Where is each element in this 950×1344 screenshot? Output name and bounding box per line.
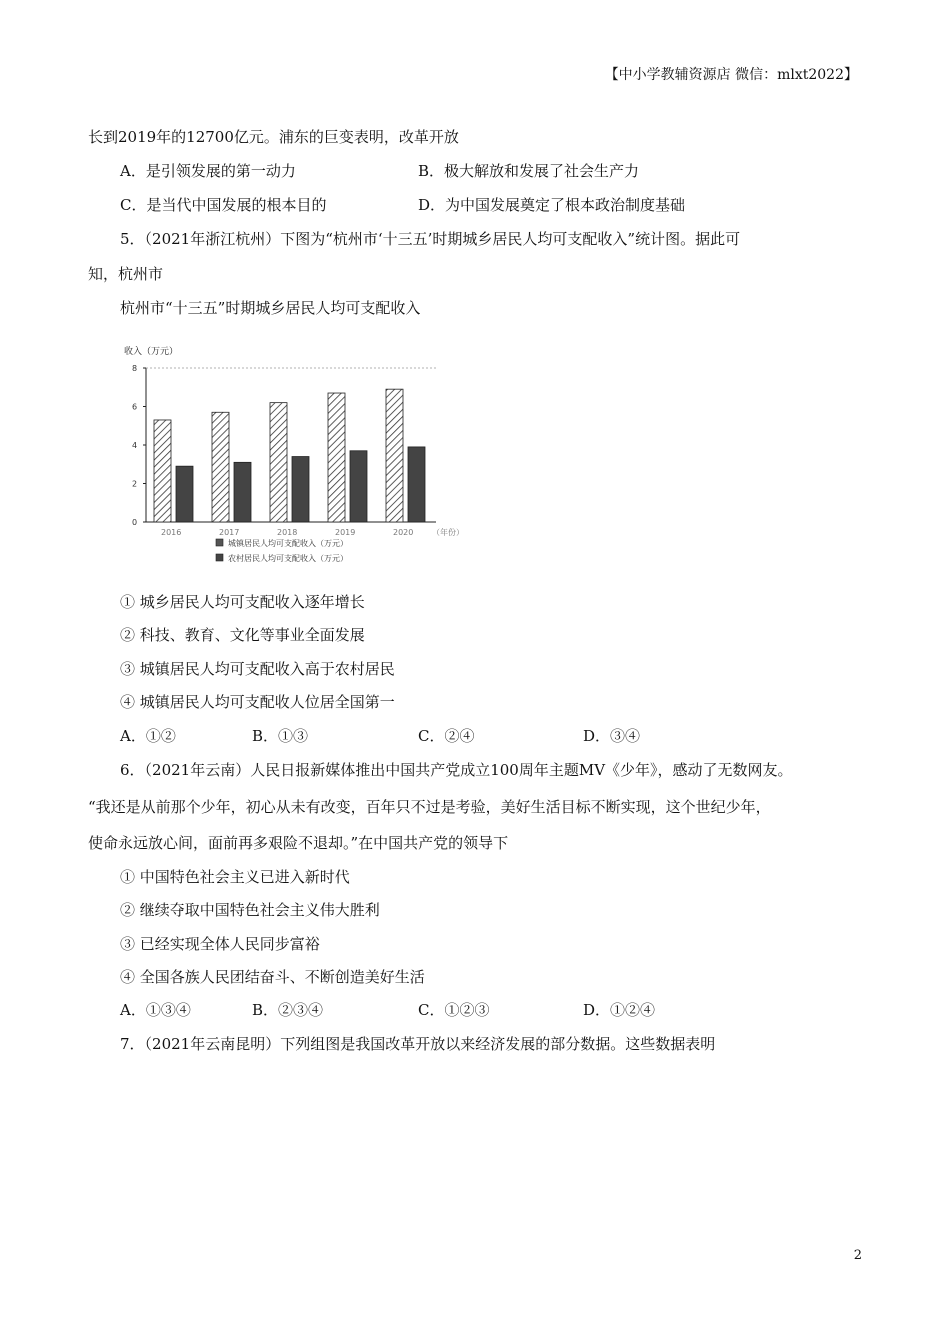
page-number: 2 <box>853 1248 862 1263</box>
q4-option-b: B．极大解放和发展了社会生产力 <box>418 162 640 180</box>
q4-continuation: 长到2019年的12700亿元。浦东的巨变表明，改革开放 <box>88 128 459 146</box>
q5-option-c: C．②④ <box>418 727 475 745</box>
chart-bar-rural <box>234 462 251 522</box>
q6-stem-line3: 使命永远放心间，面前再多艰险不退却。”在中国共产党的领导下 <box>88 834 509 852</box>
chart-y-tick-label: 4 <box>132 441 138 450</box>
chart-bar-rural <box>176 466 193 522</box>
q6-option-c: C．①②③ <box>418 1001 490 1019</box>
chart-bar-urban <box>154 420 171 522</box>
q4-option-d: D．为中国发展奠定了根本政治制度基础 <box>418 196 686 214</box>
chart-bar-urban <box>328 393 345 522</box>
income-bar-chart <box>118 340 478 580</box>
q5-chart-caption: 杭州市“十三五”时期城乡居民人均可支配收入 <box>120 299 421 317</box>
q6-option-d: D．①②④ <box>583 1001 656 1019</box>
q6-option-b: B．②③④ <box>252 1001 324 1019</box>
q6-statement-4: ④ 全国各族人民团结奋斗、不断创造美好生活 <box>120 968 425 986</box>
header-text: 【中小学教辅资源店 微信：mlxt2022】 <box>604 67 858 83</box>
q5-statement-1: ① 城乡居民人均可支配收入逐年增长 <box>120 593 365 611</box>
q4-option-a: A．是引领发展的第一动力 <box>120 162 296 180</box>
chart-x-axis-label: （年份） <box>432 528 464 537</box>
q6-statement-1: ① 中国特色社会主义已进入新时代 <box>120 868 350 886</box>
chart-y-tick-label: 6 <box>132 402 138 412</box>
q6-statement-2: ② 继续夺取中国特色社会主义伟大胜利 <box>120 901 380 919</box>
q5-statement-3: ③ 城镇居民人均可支配收入高于农村居民 <box>120 660 395 678</box>
chart-y-tick-label: 0 <box>132 518 138 527</box>
chart-bar-rural <box>408 447 425 522</box>
chart-y-tick-label: 8 <box>132 364 138 373</box>
chart-legend-label: 城镇居民人均可支配收入（万元） <box>228 539 348 548</box>
chart-legend-swatch <box>216 554 223 561</box>
chart-y-axis-label: 收入（万元） <box>124 347 179 357</box>
chart-y-tick-label: 2 <box>132 479 138 489</box>
chart-legend-swatch <box>216 539 223 546</box>
q6-option-a: A．①③④ <box>120 1001 191 1019</box>
q5-stem-line2: 知，杭州市 <box>88 265 164 283</box>
q7-stem: 7．（2021年云南昆明）下列组图是我国改革开放以来经济发展的部分数据。这些数据表明 <box>120 1035 716 1053</box>
q5-statement-4: ④ 城镇居民人均可支配收人位居全国第一 <box>120 693 395 711</box>
q6-stem-line1: 6．（2021年云南）人民日报新媒体推出中国共产党成立100周年主题MV《少年》，感动了无数网友。 <box>120 761 793 779</box>
q5-stem-line1: 5．（2021年浙江杭州）下图为“杭州市‘十三五’时期城乡居民人均可支配收入”统计图。据此可 <box>120 230 741 248</box>
q5-statement-2: ② 科技、教育、文化等事业全面发展 <box>120 626 365 644</box>
chart-bar-urban <box>386 389 403 522</box>
chart-x-tick-label: 2016 <box>161 528 182 537</box>
chart-x-tick-label: 2017 <box>219 528 240 537</box>
q4-option-c: C．是当代中国发展的根本目的 <box>120 196 327 214</box>
chart-bar-urban <box>212 412 229 522</box>
q6-statement-3: ③ 已经实现全体人民同步富裕 <box>120 935 320 953</box>
q6-stem-line2: “我还是从前那个少年，初心从未有改变，百年只不过是考验，美好生活目标不断实现，这个世纪少年， <box>88 798 771 816</box>
q5-option-d: D．③④ <box>583 727 641 745</box>
q5-option-a: A．①② <box>120 727 176 745</box>
chart-bar-urban <box>270 403 287 522</box>
chart-bar-rural <box>292 457 309 522</box>
chart-legend-label: 农村居民人均可支配收入（万元） <box>228 554 348 563</box>
chart-x-tick-label: 2018 <box>277 528 298 537</box>
chart-x-tick-label: 2020 <box>393 528 414 537</box>
chart-bar-rural <box>350 451 367 522</box>
chart-x-tick-label: 2019 <box>335 528 356 537</box>
q5-option-b: B．①③ <box>252 727 309 745</box>
